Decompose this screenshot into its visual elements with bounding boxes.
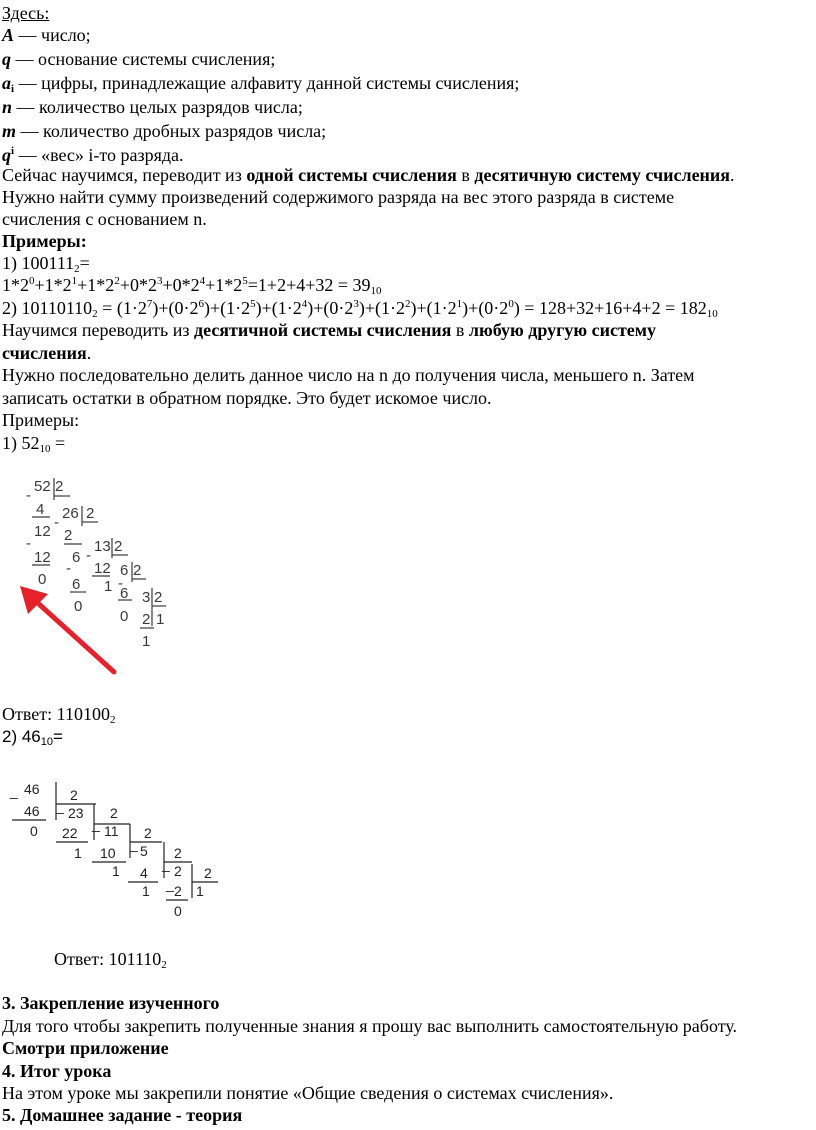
answer-2: Ответ: $101110_2$ [54,949,167,971]
fig2-minus: _ [56,798,64,814]
fig1-digit: 2 [86,505,95,522]
fig1-digit: 52 [34,478,51,495]
examples-heading: Примеры: [2,231,87,251]
definition-m: m — количество дробных разрядов числа; [2,121,327,141]
definition-ai: $a_i$ — цифры, принадлежащие алфавиту данной системы счисления; [2,73,520,95]
example-1-exponent: 0 [29,275,35,287]
example-1-term: +0*2 [119,275,157,295]
example-2-term: )+(1·2 [358,298,406,318]
fig2-digit: 2 [174,863,182,879]
fig2-minus: _ [10,783,18,799]
example-1-exponent: 5 [242,275,248,287]
from-decimal-examples-label: Примеры: [2,410,80,430]
example-2-exponent: 4 [301,298,308,310]
example-1-term: +1*2 [77,275,115,295]
appendix-note: Смотри приложение [2,1038,169,1058]
example-1-term: +1*2 [34,275,72,295]
fig2-digit: 2 [110,805,118,821]
red-arrow-icon [14,580,124,680]
fig2-digit: 1 [74,845,82,861]
from-decimal-intro-2: счисления. [2,343,92,363]
section-4-heading: 4. Итог урока [2,1061,112,1081]
to-decimal-rule-1: Нужно найти сумму произведений содержимого разряда на вес этого разряда в системе [2,187,675,207]
fig2-digit: 46 [24,781,40,797]
example-2-exponent: 3 [353,298,359,310]
example-1-expansion: $1*2^0+1*2^1+1*2^2+0*2^3+0*2^4+1*2^5=1+2+4+32 = 39_{10}$ [2,275,382,297]
fig2-digit: 2 [174,883,182,899]
to-decimal-intro: Сейчас научимся, переводит из одной системы счисления в десятичную систему счисления. [2,165,735,185]
fig2-minus: _ [92,816,100,832]
example-2-term: )+(0·2 [152,298,199,318]
fig2-digit: 22 [62,825,78,841]
example-2-exponent: 6 [198,298,204,310]
answer-1: Ответ: $110100_2$ [2,704,116,726]
fig2-digit: 0 [30,823,38,839]
definition-qi: $q^i$ — «вес» i-то разряда. [2,145,184,165]
example-2-exponent: 1 [456,298,463,310]
from-decimal-example-2: 2) $46_{10}=$ [2,727,63,748]
here-label: Здесь: [2,3,50,23]
fig1-minus: - [26,487,31,504]
section-5-heading: 5. Домашнее задание - теория [2,1105,243,1125]
fig1-digit: 12 [34,549,51,566]
fig1-digit: 2 [64,527,73,544]
fig2-digit: 0 [174,903,182,919]
fig1-digit: 2 [142,611,151,628]
fig1-digit: 12 [94,560,111,577]
fig1-digit: 0 [120,608,129,625]
from-decimal-rule-2: записать остатки в обратном порядке. Это будет искомое число. [2,388,492,408]
fig1-minus: - [86,547,91,564]
fig2-digit: 1 [196,883,204,899]
section-3-heading: 3. Закрепление изученного [2,993,220,1013]
fig1-digit: 6 [120,585,129,602]
example-1-exponent: 3 [156,275,163,287]
fig2-digit: 2 [70,787,78,803]
fig2-digit: 2 [204,865,212,881]
division-figure-46 [6,780,226,922]
example-1-exponent: 2 [114,275,120,287]
example-2-term: )+(0·2 [307,298,354,318]
example-1-term: 1*2 [2,275,29,295]
example-2-exponent: 0 [508,298,514,310]
fig1-digit: 2 [55,478,64,495]
fig1-minus: - [118,575,123,592]
fig1-digit: 2 [133,562,142,579]
example-1-term: +1*2 [205,275,243,295]
fig1-digit: 26 [62,505,79,522]
fig2-digit: 1 [112,863,120,879]
fig2-digit: 10 [100,845,116,861]
example-2-term: (1·2 [116,298,147,318]
example-1-exponent: 4 [199,275,206,287]
to-decimal-rule-2: счисления с основанием n. [2,209,207,229]
fig1-digit: 1 [156,611,165,628]
fig1-minus: - [26,535,31,552]
section-3-text: Для того чтобы закрепить полученные знания я прошу вас выполнить самостоятельную работу. [2,1016,738,1036]
fig2-minus: _ [166,876,174,892]
example-1-number: 1) $100111_2=$ [2,253,90,275]
fig1-digit: 1 [142,633,151,650]
fig1-digit: 4 [36,501,45,518]
fig1-digit: 0 [74,598,83,615]
fig1-digit: 6 [72,549,81,566]
example-2-term: )+(1·2 [410,298,457,318]
example-1-exponent: 1 [71,275,78,287]
fig2-digit: 23 [68,805,84,821]
fig2-digit: 5 [140,843,148,859]
definition-n: n — количество целых разрядов числа; [2,97,303,117]
fig1-digit: 12 [34,523,51,540]
fig2-digit: 2 [144,825,152,841]
fig2-digit: 2 [174,845,182,861]
example-2-term: )+(1·2 [203,298,251,318]
section-4-text: На этом уроке мы закрепили понятие «Общие сведения о системах счисления». [2,1083,614,1103]
fig1-digit: 6 [72,576,81,593]
fig1-minus: - [54,514,59,531]
fig1-digit: 2 [154,589,163,606]
fig1-minus: - [66,560,71,577]
from-decimal-intro-1: Научимся переводить из десятичной системы счисления в любую другую систему [2,320,657,340]
fig2-digit: 11 [104,823,119,839]
fig1-digit: 2 [114,538,123,555]
fig2-digit: 46 [24,803,40,819]
fig2-digit: 4 [140,865,148,881]
example-2-term: )+(1·2 [255,298,302,318]
definition-A: A — число; [2,25,91,45]
from-decimal-rule-1: Нужно последовательно делить данное число на n до получения числа, меньшего n. Затем [2,365,695,385]
fig1-digit: 6 [120,562,129,579]
example-2-term: )+(0·2 [462,298,509,318]
fig2-minus: _ [130,836,138,852]
fig2-digit: 1 [142,883,150,899]
definition-q: q — основание системы счисления; [2,49,276,69]
example-2-expansion: 2) $10110110_2 = (1\cdot 2^7)+(0\cdot 2^6)+(1\cdot 2^5)+(1\cdot 2^4)+(0\cdot 2^3)+(1\cdot 2^2)+(1\cdot 2^1)+(0\cdot 2^0) = 128+32+16+4+2 = 182_{10}$ [2,298,718,320]
fig1-digit: 13 [94,538,111,555]
example-1-term: +0*2 [162,275,200,295]
fig2-minus: _ [162,856,170,872]
fig1-digit: 1 [104,578,113,595]
fig1-digit: 0 [38,571,47,588]
example-2-exponent: 5 [250,298,256,310]
from-decimal-example-1: 1) $52_{10}$ = [2,433,66,455]
fig1-digit: 3 [142,589,151,606]
example-2-exponent: 2 [405,298,411,310]
example-2-exponent: 7 [146,298,153,310]
